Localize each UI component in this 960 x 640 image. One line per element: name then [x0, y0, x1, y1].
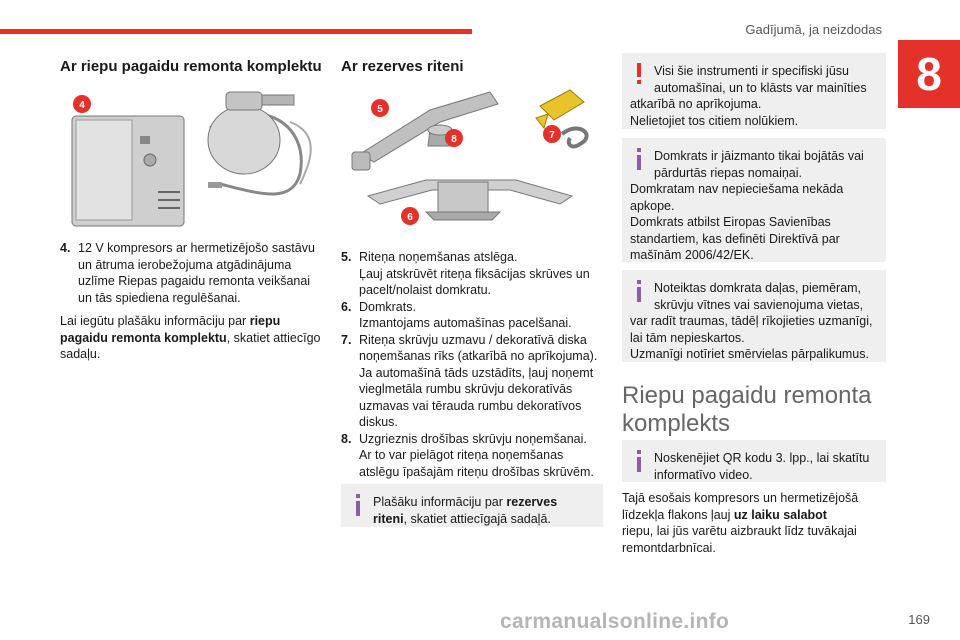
- callout-7: [543, 125, 561, 143]
- warning-body-text: atkarībā no aprīkojuma. Nelietojiet tos citiem nolūkiem.: [630, 97, 799, 128]
- svg-text:6: 6: [407, 212, 413, 223]
- info-icon: [634, 148, 644, 170]
- callout-4: [73, 95, 91, 113]
- jack-note-lead-text: Domkrats ir jāizmanto tikai bojātās vai pārdurtās riepas nomaiņai.: [654, 149, 864, 180]
- tools-warning-note: [622, 53, 886, 129]
- spare-wheel-info-note: Plašāku informāciju par rezerves riteni, skatiet attiecīgajā sadaļā.: [341, 484, 603, 527]
- page-number: 169: [908, 612, 930, 627]
- watermark-text: carmanualsonline.info: [500, 610, 730, 633]
- item-number: 4.: [60, 241, 71, 255]
- item-number: 8.: [341, 431, 352, 446]
- svg-text:8: 8: [451, 134, 457, 145]
- item-number: 6.: [341, 299, 352, 314]
- compressor-kit-link-text: riepu pagaidu remonta komplektu: [60, 314, 281, 345]
- warning-icon: [634, 63, 644, 85]
- item-text: Domkrats. Izmantojams automašīnas pacelšanai.: [359, 299, 572, 330]
- spare-wheel-item-list: [341, 249, 603, 480]
- item-text: Riteņa skrūvju uzmavu / dekoratīvā diska noņemšanas rīks (atkarībā no aprīkojuma). Ja automašīnā tāds uzstādīts, ļauj noņemt vieglmetāla rumbu skrūvju dekoratīvās uzmavas vai tērauda rumbu dekoratīvos diskus.: [359, 332, 598, 429]
- compressor-kit-title: Ar riepu pagaidu remonta komplektu: [60, 58, 322, 75]
- jack-info-note: [622, 138, 886, 262]
- info-icon: [634, 280, 644, 302]
- header-accent-bar: [0, 29, 472, 34]
- compressor-item-list: [60, 240, 325, 306]
- warning-lead-text: Visi šie instrumenti ir specifiski jūsu automašīnai, un to klāsts var mainīties: [654, 64, 867, 95]
- item-number: 5.: [341, 250, 352, 264]
- jack-note-body-text: Domkratam nav nepieciešama nekāda apkope. Domkrats atbilst Eiropas Savienības standartiem, kas definēti Direktīvā par mašīnām 2006/42/EK.: [630, 182, 844, 262]
- spare-wheel-link-text: rezerves riteni: [373, 495, 558, 526]
- item-text: Uzgrieznis drošības skrūvju noņemšanai. Ar to var pielāgot riteņa noņemšanas atslēgu īpašajām riteņu drošības skrūvēm.: [359, 431, 594, 479]
- safety-note-lead-text: Noteiktas domkrata daļas, piemēram, skrūvju vītnes vai savienojuma vietas,: [654, 281, 864, 312]
- temporary-repair-emphasis: uz laiku salabot: [733, 507, 827, 522]
- item-text: 12 V kompresors ar hermetizējošo sastāvu un ātruma ierobežojuma atgādinājuma uzlīme Riepas pagaidu remonta veikšanai un tās spiediena regulēšanai.: [78, 241, 315, 305]
- qr-video-note: [622, 440, 886, 482]
- qr-note-text: Noskenējiet QR kodu 3. lpp., lai skatītu informatīvo video.: [654, 451, 870, 482]
- callout-8: [445, 129, 463, 147]
- callout-6: [401, 207, 419, 225]
- list-item: [341, 332, 603, 431]
- item-text: Riteņa noņemšanas atslēga. Ļauj atskrūvēt riteņa fiksācijas skrūves un pacelt/nolaist domkratu.: [359, 250, 590, 297]
- list-item: [341, 431, 603, 481]
- info-icon: [634, 450, 644, 472]
- chapter-number-badge: 8: [898, 40, 960, 108]
- repair-kit-paragraph: Tajā esošais kompresors un hermetizējošā līdzekļa flakons ļauj uz laiku salabot riepu, lai jūs varētu aizbraukt līdz tuvākajai remontdarbnīcai.: [622, 491, 859, 555]
- spare-wheel-tools-illustration: [340, 84, 602, 234]
- item-number: 7.: [341, 332, 352, 347]
- spare-wheel-title: Ar rezerves riteni: [341, 58, 464, 75]
- compressor-info-paragraph: Lai iegūtu plašāku informāciju par riepu pagaidu remonta komplektu, skatiet attiecīgo sadaļu.: [60, 314, 321, 361]
- list-item: [341, 299, 603, 332]
- list-item: [341, 249, 603, 299]
- svg-text:4: 4: [79, 100, 85, 111]
- callout-5: [371, 99, 389, 117]
- svg-text:5: 5: [377, 104, 383, 115]
- compressor-kit-illustration: [60, 84, 330, 234]
- svg-text:7: 7: [549, 130, 555, 141]
- safety-note-body-text: var radīt traumas, tādēļ rīkojieties uzmanīgi, lai tām nepieskartos. Uzmanīgi notīriet smērvielas pārpalikumus.: [630, 314, 873, 361]
- repair-kit-section-heading: Riepu pagaidu remonta komplekts: [622, 382, 872, 437]
- list-item: [60, 240, 325, 306]
- chapter-title: Gadījumā, ja neizdodas: [745, 22, 882, 37]
- info-icon: [353, 494, 363, 516]
- jack-safety-note: [622, 270, 886, 362]
